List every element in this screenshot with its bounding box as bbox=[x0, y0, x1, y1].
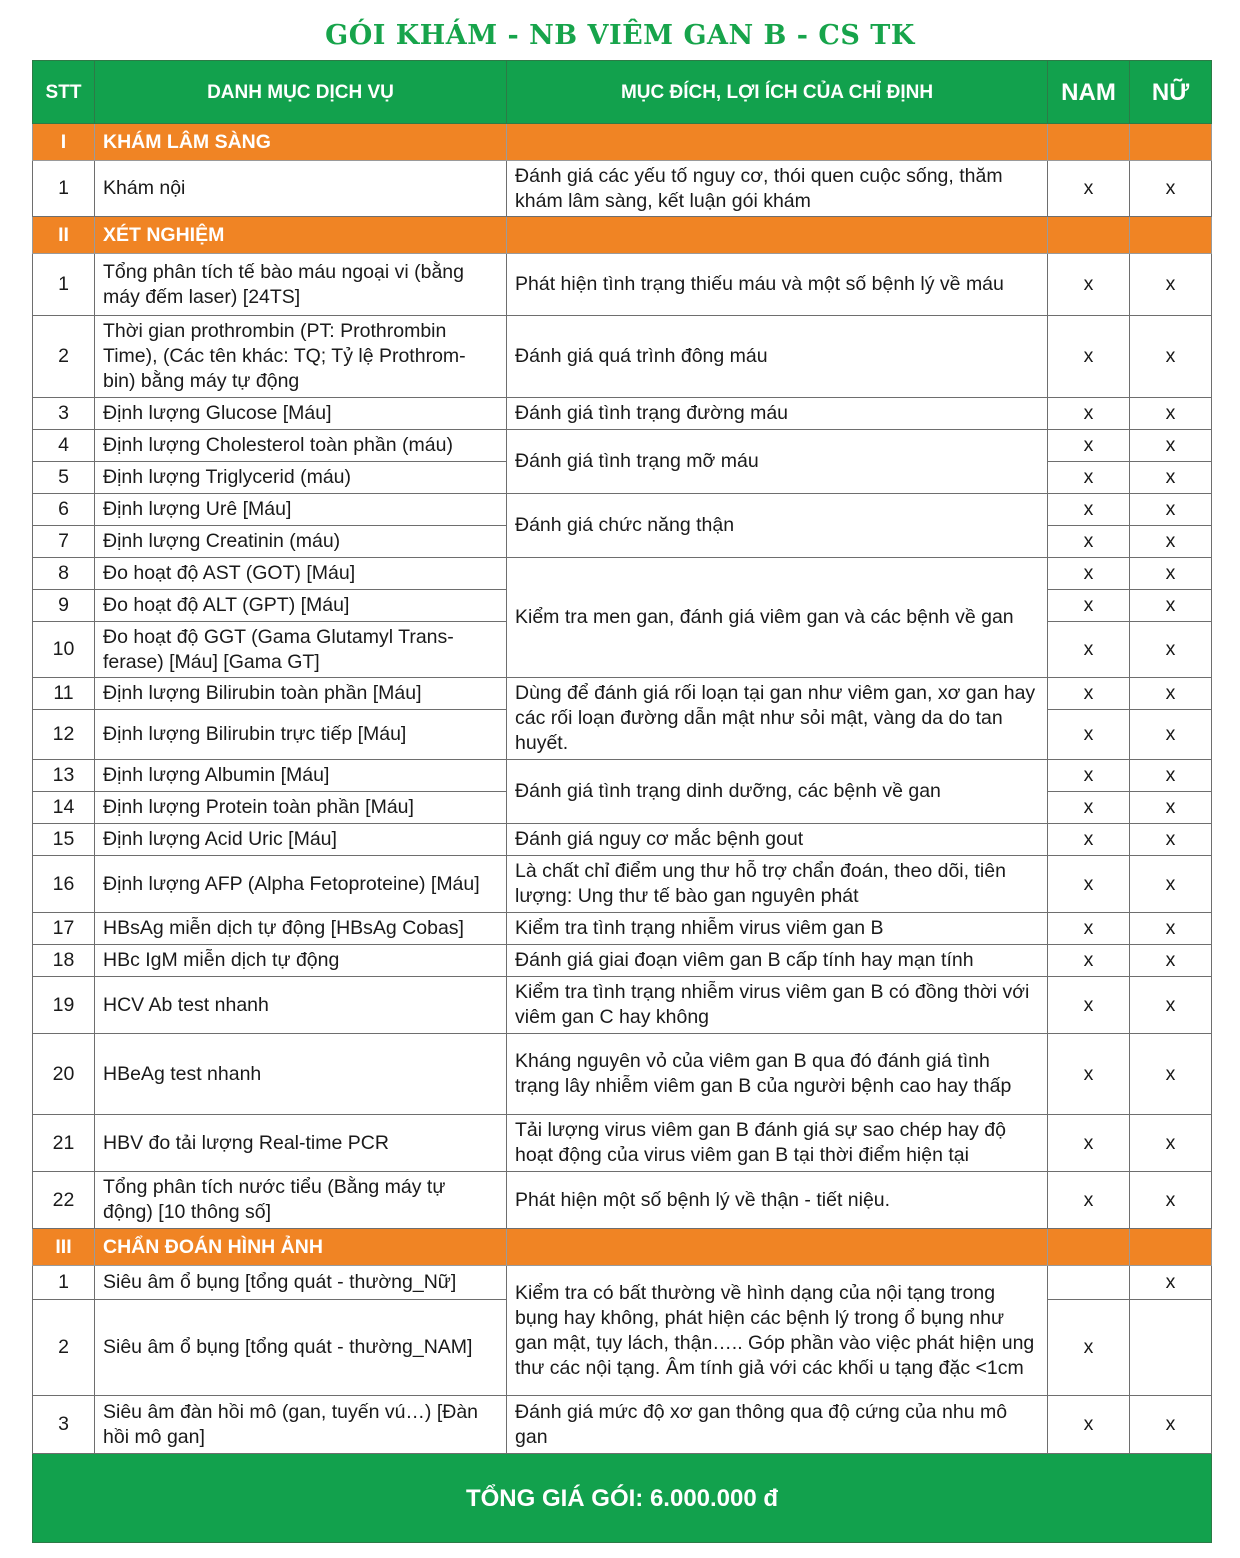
row-female: x bbox=[1130, 792, 1212, 824]
row-stt: 11 bbox=[33, 678, 95, 710]
row-male: x bbox=[1048, 254, 1130, 316]
table-header bbox=[33, 61, 1212, 124]
row-female: x bbox=[1130, 494, 1212, 526]
row-male: x bbox=[1048, 710, 1130, 760]
section-header bbox=[33, 1229, 1212, 1266]
row-female: x bbox=[1130, 590, 1212, 622]
table-row bbox=[33, 760, 1212, 792]
row-female: x bbox=[1130, 824, 1212, 856]
row-stt: 4 bbox=[33, 430, 95, 462]
row-stt: 15 bbox=[33, 824, 95, 856]
row-purpose: Đánh giá nguy cơ mắc bệnh gout bbox=[507, 824, 1048, 856]
row-service: Đo hoạt độ AST (GOT) [Máu] bbox=[95, 558, 507, 590]
row-purpose: Đánh giá chức năng thận bbox=[507, 494, 1048, 558]
section-title: KHÁM LÂM SÀNG bbox=[95, 124, 507, 161]
row-service: Siêu âm ổ bụng [tổng quát - thường_Nữ] bbox=[95, 1266, 507, 1300]
row-stt: 5 bbox=[33, 462, 95, 494]
row-stt: 12 bbox=[33, 710, 95, 760]
row-male: x bbox=[1048, 678, 1130, 710]
row-stt: 14 bbox=[33, 792, 95, 824]
row-female: x bbox=[1130, 945, 1212, 977]
row-stt: 2 bbox=[33, 316, 95, 398]
row-male: x bbox=[1048, 945, 1130, 977]
row-service: HBeAg test nhanh bbox=[95, 1034, 507, 1115]
section-title: XÉT NGHIỆM bbox=[95, 217, 507, 254]
row-stt: 18 bbox=[33, 945, 95, 977]
row-service: Thời gian prothrombin (PT: Prothrombin Time), (Các tên khác: TQ; Tỷ lệ Prothrom-bin) bằng máy tự động bbox=[95, 316, 507, 398]
row-service: Định lượng Bilirubin toàn phần [Máu] bbox=[95, 678, 507, 710]
row-female: x bbox=[1130, 760, 1212, 792]
row-service: Định lượng Creatinin (máu) bbox=[95, 526, 507, 558]
row-male: x bbox=[1048, 316, 1130, 398]
row-female: x bbox=[1130, 622, 1212, 678]
row-purpose: Dùng để đánh giá rối loạn tại gan như viêm gan, xơ gan hay các rối loạn đường dẫn mật như sỏi mật, vàng da do tan huyết. bbox=[507, 678, 1048, 760]
row-female: x bbox=[1130, 161, 1212, 217]
row-male: x bbox=[1048, 1300, 1130, 1396]
row-male: x bbox=[1048, 558, 1130, 590]
row-service: HCV Ab test nhanh bbox=[95, 977, 507, 1034]
table-row bbox=[33, 494, 1212, 526]
table-row bbox=[33, 1115, 1212, 1172]
row-female: x bbox=[1130, 558, 1212, 590]
table-row bbox=[33, 1266, 1212, 1300]
header-female: NỮ bbox=[1130, 61, 1212, 124]
table-row bbox=[33, 161, 1212, 217]
table-row bbox=[33, 977, 1212, 1034]
row-female: x bbox=[1130, 398, 1212, 430]
row-female: x bbox=[1130, 678, 1212, 710]
table-row bbox=[33, 398, 1212, 430]
row-male: x bbox=[1048, 1034, 1130, 1115]
row-female: x bbox=[1130, 1172, 1212, 1229]
row-service: Định lượng Cholesterol toàn phần (máu) bbox=[95, 430, 507, 462]
table-row bbox=[33, 856, 1212, 913]
row-stt: 13 bbox=[33, 760, 95, 792]
section-numeral: III bbox=[33, 1229, 95, 1266]
row-female: x bbox=[1130, 526, 1212, 558]
row-female: x bbox=[1130, 430, 1212, 462]
service-table bbox=[32, 60, 1212, 1543]
table-row bbox=[33, 824, 1212, 856]
row-service: Định lượng Triglycerid (máu) bbox=[95, 462, 507, 494]
page-title: GÓI KHÁM - NB VIÊM GAN B - CS TK bbox=[325, 20, 915, 51]
row-service: Định lượng Urê [Máu] bbox=[95, 494, 507, 526]
row-male: x bbox=[1048, 462, 1130, 494]
row-female: x bbox=[1130, 1266, 1212, 1300]
row-purpose: Đánh giá tình trạng mỡ máu bbox=[507, 430, 1048, 494]
row-stt: 2 bbox=[33, 1300, 95, 1396]
row-service: Siêu âm ổ bụng [tổng quát - thường_NAM] bbox=[95, 1300, 507, 1396]
row-service: Định lượng Acid Uric [Máu] bbox=[95, 824, 507, 856]
row-male: x bbox=[1048, 398, 1130, 430]
row-stt: 20 bbox=[33, 1034, 95, 1115]
row-female: x bbox=[1130, 254, 1212, 316]
row-service: Tổng phân tích nước tiểu (Bằng máy tự động) [10 thông số] bbox=[95, 1172, 507, 1229]
row-male: x bbox=[1048, 622, 1130, 678]
row-stt: 22 bbox=[33, 1172, 95, 1229]
row-purpose: Tải lượng virus viêm gan B đánh giá sự sao chép hay độ hoạt động của virus viêm gan B tại thời điểm hiện tại bbox=[507, 1115, 1048, 1172]
row-service: Đo hoạt độ GGT (Gama Glutamyl Trans-ferase) [Máu] [Gama GT] bbox=[95, 622, 507, 678]
row-female: x bbox=[1130, 977, 1212, 1034]
table-row bbox=[33, 316, 1212, 398]
row-purpose: Kiểm tra men gan, đánh giá viêm gan và các bệnh về gan bbox=[507, 558, 1048, 678]
row-service: HBV đo tải lượng Real-time PCR bbox=[95, 1115, 507, 1172]
row-stt: 10 bbox=[33, 622, 95, 678]
row-female: x bbox=[1130, 316, 1212, 398]
row-female: x bbox=[1130, 1115, 1212, 1172]
row-service: Định lượng AFP (Alpha Fetoproteine) [Máu] bbox=[95, 856, 507, 913]
row-male: x bbox=[1048, 977, 1130, 1034]
row-service: Định lượng Glucose [Máu] bbox=[95, 398, 507, 430]
row-female: x bbox=[1130, 856, 1212, 913]
row-purpose: Kiểm tra tình trạng nhiễm virus viêm gan B bbox=[507, 913, 1048, 945]
row-purpose: Đánh giá mức độ xơ gan thông qua độ cứng của nhu mô gan bbox=[507, 1396, 1048, 1454]
row-stt: 3 bbox=[33, 398, 95, 430]
row-stt: 16 bbox=[33, 856, 95, 913]
row-purpose: Là chất chỉ điểm ung thư hỗ trợ chẩn đoán, theo dõi, tiên lượng: Ung thư tế bào gan nguyên phát bbox=[507, 856, 1048, 913]
row-service: Khám nội bbox=[95, 161, 507, 217]
row-male: x bbox=[1048, 792, 1130, 824]
section-title: CHẨN ĐOÁN HÌNH ẢNH bbox=[95, 1229, 507, 1266]
row-stt: 8 bbox=[33, 558, 95, 590]
table-row bbox=[33, 945, 1212, 977]
row-female: x bbox=[1130, 462, 1212, 494]
row-service: Định lượng Protein toàn phần [Máu] bbox=[95, 792, 507, 824]
table-row bbox=[33, 558, 1212, 590]
table-row bbox=[33, 1172, 1212, 1229]
header-purpose: MỤC ĐÍCH, LỢI ÍCH CỦA CHỈ ĐỊNH bbox=[507, 61, 1048, 124]
total-price: TỔNG GIÁ GÓI: 6.000.000 đ bbox=[33, 1454, 1212, 1543]
row-male: x bbox=[1048, 1396, 1130, 1454]
section-numeral: II bbox=[33, 217, 95, 254]
row-male: x bbox=[1048, 526, 1130, 558]
row-stt: 1 bbox=[33, 254, 95, 316]
row-purpose: Kiểm tra có bất thường về hình dạng của nội tạng trong bụng hay không, phát hiện các bệnh lý trong ổ bụng như gan mật, tụy lách, thận….. Góp phần vào việc phát hiện ung thư các nội tạng. Âm tính giả với các khối u tạng đặc <1cm bbox=[507, 1266, 1048, 1396]
row-stt: 21 bbox=[33, 1115, 95, 1172]
row-stt: 6 bbox=[33, 494, 95, 526]
row-female: x bbox=[1130, 710, 1212, 760]
row-male bbox=[1048, 1266, 1130, 1300]
row-stt: 3 bbox=[33, 1396, 95, 1454]
row-service: Định lượng Albumin [Máu] bbox=[95, 760, 507, 792]
row-service: Tổng phân tích tế bào máu ngoại vi (bằng máy đếm laser) [24TS] bbox=[95, 254, 507, 316]
row-stt: 9 bbox=[33, 590, 95, 622]
table-row bbox=[33, 1396, 1212, 1454]
row-stt: 19 bbox=[33, 977, 95, 1034]
header-male: NAM bbox=[1048, 61, 1130, 124]
row-male: x bbox=[1048, 161, 1130, 217]
row-purpose: Đánh giá quá trình đông máu bbox=[507, 316, 1048, 398]
row-stt: 1 bbox=[33, 161, 95, 217]
row-stt: 17 bbox=[33, 913, 95, 945]
row-male: x bbox=[1048, 430, 1130, 462]
row-stt: 7 bbox=[33, 526, 95, 558]
section-header bbox=[33, 124, 1212, 161]
table-row bbox=[33, 1034, 1212, 1115]
row-purpose: Đánh giá tình trạng đường máu bbox=[507, 398, 1048, 430]
row-female bbox=[1130, 1300, 1212, 1396]
header-stt: STT bbox=[33, 61, 95, 124]
row-purpose: Phát hiện một số bệnh lý về thận - tiết niệu. bbox=[507, 1172, 1048, 1229]
section-numeral: I bbox=[33, 124, 95, 161]
row-male: x bbox=[1048, 1115, 1130, 1172]
row-purpose: Đánh giá các yếu tố nguy cơ, thói quen cuộc sống, thăm khám lâm sàng, kết luận gói khám bbox=[507, 161, 1048, 217]
row-purpose: Đánh giá tình trạng dinh dưỡng, các bệnh về gan bbox=[507, 760, 1048, 824]
row-male: x bbox=[1048, 760, 1130, 792]
row-male: x bbox=[1048, 1172, 1130, 1229]
row-female: x bbox=[1130, 913, 1212, 945]
table-row bbox=[33, 254, 1212, 316]
row-purpose: Phát hiện tình trạng thiếu máu và một số bệnh lý về máu bbox=[507, 254, 1048, 316]
row-male: x bbox=[1048, 824, 1130, 856]
row-male: x bbox=[1048, 494, 1130, 526]
header-service: DANH MỤC DỊCH VỤ bbox=[95, 61, 507, 124]
row-male: x bbox=[1048, 590, 1130, 622]
row-stt: 1 bbox=[33, 1266, 95, 1300]
row-service: HBsAg miễn dịch tự động [HBsAg Cobas] bbox=[95, 913, 507, 945]
row-female: x bbox=[1130, 1396, 1212, 1454]
table-row bbox=[33, 678, 1212, 710]
row-female: x bbox=[1130, 1034, 1212, 1115]
row-service: HBc IgM miễn dịch tự động bbox=[95, 945, 507, 977]
row-service: Đo hoạt độ ALT (GPT) [Máu] bbox=[95, 590, 507, 622]
row-service: Định lượng Bilirubin trực tiếp [Máu] bbox=[95, 710, 507, 760]
row-male: x bbox=[1048, 856, 1130, 913]
table-row bbox=[33, 913, 1212, 945]
row-male: x bbox=[1048, 913, 1130, 945]
row-purpose: Đánh giá giai đoạn viêm gan B cấp tính hay mạn tính bbox=[507, 945, 1048, 977]
row-purpose: Kháng nguyên vỏ của viêm gan B qua đó đánh giá tình trạng lây nhiễm viêm gan B của người bệnh cao hay thấp bbox=[507, 1034, 1048, 1115]
row-service: Siêu âm đàn hồi mô (gan, tuyến vú…) [Đàn hồi mô gan] bbox=[95, 1396, 507, 1454]
section-header bbox=[33, 217, 1212, 254]
table-row bbox=[33, 430, 1212, 462]
total-row bbox=[33, 1454, 1212, 1543]
row-purpose: Kiểm tra tình trạng nhiễm virus viêm gan B có đồng thời với viêm gan C hay không bbox=[507, 977, 1048, 1034]
